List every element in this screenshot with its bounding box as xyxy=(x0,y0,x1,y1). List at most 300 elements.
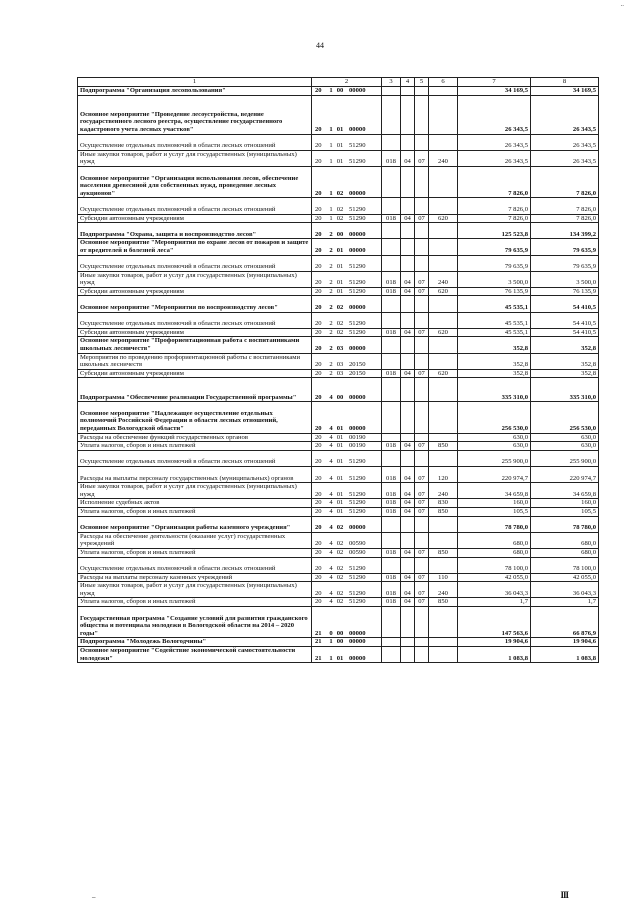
amount-year-1-cell: 78 780,0 xyxy=(458,516,531,532)
code-direction: 00190 xyxy=(349,442,366,450)
amount-year-1-cell: 630,0 xyxy=(458,442,531,451)
budget-code-cell xyxy=(312,598,382,607)
department-cell: 018 xyxy=(382,573,401,582)
expense-type-cell xyxy=(429,239,458,255)
department-cell: 018 xyxy=(382,598,401,607)
table-row xyxy=(78,312,599,328)
code-direction: 51290 xyxy=(349,205,366,213)
code-event: 02 xyxy=(336,524,344,532)
code-subprogram: 1 xyxy=(329,638,333,646)
budget-code-cell xyxy=(312,532,382,548)
code-subprogram: 4 xyxy=(329,393,333,401)
code-subprogram: 4 xyxy=(329,524,333,532)
subsection-cell: 07 xyxy=(415,573,429,582)
expense-type-cell: 240 xyxy=(429,483,458,499)
code-program: 20 xyxy=(315,304,322,312)
subsection-cell xyxy=(415,166,429,197)
code-subprogram: 1 xyxy=(329,205,333,213)
section-cell: 04 xyxy=(401,271,415,287)
section-cell xyxy=(401,166,415,197)
amount-year-2-cell: 36 043,3 xyxy=(531,582,599,598)
code-direction: 00000 xyxy=(349,246,366,254)
table-body xyxy=(78,87,599,663)
amount-year-1-cell: 26 343,5 xyxy=(458,134,531,150)
code-direction: 00000 xyxy=(349,425,366,433)
amount-year-1-cell: 352,8 xyxy=(458,353,531,369)
department-cell: 018 xyxy=(382,271,401,287)
department-cell xyxy=(382,378,401,402)
amount-year-1-cell: 1 083,8 xyxy=(458,647,531,663)
subsection-cell xyxy=(415,312,429,328)
code-direction: 00000 xyxy=(349,638,366,646)
column-header: 8 xyxy=(531,78,599,87)
subsection-cell xyxy=(415,557,429,573)
subsection-cell xyxy=(415,239,429,255)
budget-code-cell xyxy=(312,582,382,598)
department-cell xyxy=(382,134,401,150)
code-event: 00 xyxy=(336,230,344,238)
row-name-cell: Субсидии автономным учреждениям xyxy=(78,328,312,337)
section-cell xyxy=(401,378,415,402)
section-cell: 04 xyxy=(401,442,415,451)
subsection-cell xyxy=(415,433,429,442)
code-event: 02 xyxy=(336,205,344,213)
code-program: 21 xyxy=(315,629,322,637)
code-subprogram: 2 xyxy=(329,361,333,369)
code-subprogram: 1 xyxy=(329,214,333,222)
amount-year-2-cell: 352,8 xyxy=(531,337,599,353)
section-cell xyxy=(401,638,415,647)
amount-year-1-cell: 45 535,1 xyxy=(458,328,531,337)
table-row xyxy=(78,507,599,516)
code-program: 20 xyxy=(315,230,322,238)
code-program: 20 xyxy=(315,328,322,336)
column-header: 5 xyxy=(415,78,429,87)
section-cell xyxy=(401,532,415,548)
section-cell xyxy=(401,402,415,433)
expense-type-cell xyxy=(429,255,458,271)
amount-year-2-cell: 255 900,0 xyxy=(531,450,599,466)
expense-type-cell xyxy=(429,557,458,573)
code-program: 20 xyxy=(315,490,322,498)
row-name-cell: Иные закупки товаров, работ и услуг для государственных (муниципальных) нужд xyxy=(78,150,312,166)
budget-code-cell xyxy=(312,516,382,532)
code-event: 03 xyxy=(336,345,344,353)
code-direction: 51290 xyxy=(349,458,366,466)
section-cell xyxy=(401,95,415,134)
subsection-cell xyxy=(415,296,429,312)
table-row xyxy=(78,150,599,166)
section-cell: 04 xyxy=(401,582,415,598)
code-subprogram: 4 xyxy=(329,548,333,556)
amount-year-2-cell: 26 343,5 xyxy=(531,134,599,150)
code-program: 20 xyxy=(315,425,322,433)
amount-year-1-cell: 335 310,0 xyxy=(458,378,531,402)
amount-year-2-cell: 79 635,9 xyxy=(531,239,599,255)
amount-year-2-cell: 352,8 xyxy=(531,353,599,369)
department-cell xyxy=(382,638,401,647)
code-event: 03 xyxy=(336,369,344,377)
code-direction: 51290 xyxy=(349,142,366,150)
department-cell xyxy=(382,516,401,532)
row-name-cell: Подпрограмма "Организация лесопользования" xyxy=(78,87,312,96)
column-header: 2 xyxy=(312,78,382,87)
department-cell xyxy=(382,296,401,312)
table-row xyxy=(78,287,599,296)
table-row xyxy=(78,296,599,312)
amount-year-1-cell: 42 055,0 xyxy=(458,573,531,582)
code-subprogram: 4 xyxy=(329,507,333,515)
department-cell: 018 xyxy=(382,507,401,516)
amount-year-2-cell: 66 876,9 xyxy=(531,607,599,638)
section-cell xyxy=(401,433,415,442)
subsection-cell xyxy=(415,607,429,638)
code-subprogram: 1 xyxy=(329,654,333,662)
budget-code-cell xyxy=(312,548,382,557)
table-row xyxy=(78,198,599,214)
expense-type-cell xyxy=(429,607,458,638)
subsection-cell xyxy=(415,337,429,353)
amount-year-2-cell: 220 974,7 xyxy=(531,466,599,482)
code-event: 02 xyxy=(336,328,344,336)
code-direction: 51290 xyxy=(349,565,366,573)
code-program: 20 xyxy=(315,205,322,213)
code-event: 02 xyxy=(336,214,344,222)
code-subprogram: 2 xyxy=(329,287,333,295)
code-subprogram: 2 xyxy=(329,369,333,377)
expense-type-cell: 240 xyxy=(429,582,458,598)
amount-year-2-cell: 54 410,5 xyxy=(531,312,599,328)
code-program: 21 xyxy=(315,638,322,646)
code-event: 00 xyxy=(336,629,344,637)
department-cell xyxy=(382,87,401,96)
row-name-cell: Исполнение судебных актов xyxy=(78,499,312,508)
subsection-cell: 07 xyxy=(415,287,429,296)
code-direction: 51290 xyxy=(349,328,366,336)
row-name-cell: Основное мероприятие "Организация работы казенного учреждения" xyxy=(78,516,312,532)
table-row xyxy=(78,548,599,557)
table-row xyxy=(78,166,599,197)
code-program: 20 xyxy=(315,189,322,197)
amount-year-2-cell: 1,7 xyxy=(531,598,599,607)
code-event: 01 xyxy=(336,263,344,271)
subsection-cell xyxy=(415,95,429,134)
code-program: 20 xyxy=(315,507,322,515)
amount-year-1-cell: 220 974,7 xyxy=(458,466,531,482)
code-program: 20 xyxy=(315,433,322,441)
amount-year-1-cell: 34 659,8 xyxy=(458,483,531,499)
subsection-cell xyxy=(415,516,429,532)
expense-type-cell xyxy=(429,647,458,663)
amount-year-2-cell: 79 635,9 xyxy=(531,255,599,271)
subsection-cell: 07 xyxy=(415,466,429,482)
department-cell xyxy=(382,337,401,353)
row-name-cell: Осуществление отдельных полномочий в области лесных отношений xyxy=(78,255,312,271)
amount-year-1-cell: 7 826,0 xyxy=(458,198,531,214)
column-header: 3 xyxy=(382,78,401,87)
code-subprogram: 2 xyxy=(329,279,333,287)
code-direction: 00000 xyxy=(349,87,366,94)
code-subprogram: 4 xyxy=(329,598,333,606)
code-direction: 51290 xyxy=(349,490,366,498)
section-cell: 04 xyxy=(401,369,415,378)
amount-year-1-cell: 7 826,0 xyxy=(458,166,531,197)
code-subprogram: 4 xyxy=(329,474,333,482)
budget-code-cell xyxy=(312,466,382,482)
section-cell: 04 xyxy=(401,150,415,166)
code-program: 20 xyxy=(315,287,322,295)
budget-code-cell xyxy=(312,95,382,134)
table-row xyxy=(78,369,599,378)
department-cell: 018 xyxy=(382,548,401,557)
code-direction: 00000 xyxy=(349,345,366,353)
expense-type-cell xyxy=(429,450,458,466)
code-event: 01 xyxy=(336,654,344,662)
row-name-cell: Уплата налогов, сборов и иных платежей xyxy=(78,442,312,451)
code-subprogram: 4 xyxy=(329,442,333,450)
budget-code-cell xyxy=(312,296,382,312)
code-direction: 51290 xyxy=(349,589,366,597)
table-row xyxy=(78,402,599,433)
expense-type-cell: 620 xyxy=(429,328,458,337)
code-event: 01 xyxy=(336,158,344,166)
code-subprogram: 2 xyxy=(329,320,333,328)
expense-type-cell xyxy=(429,353,458,369)
column-header: 6 xyxy=(429,78,458,87)
code-subprogram: 4 xyxy=(329,540,333,548)
code-program: 20 xyxy=(315,263,322,271)
budget-code-cell xyxy=(312,87,382,96)
department-cell: 018 xyxy=(382,582,401,598)
amount-year-1-cell: 76 135,9 xyxy=(458,287,531,296)
budget-code-cell xyxy=(312,499,382,508)
amount-year-2-cell: 160,0 xyxy=(531,499,599,508)
row-name-cell: Уплата налогов, сборов и иных платежей xyxy=(78,548,312,557)
amount-year-1-cell: 680,0 xyxy=(458,532,531,548)
code-program: 20 xyxy=(315,524,322,532)
row-name-cell: Расходы на выплаты персоналу государственных (муниципальных) органов xyxy=(78,466,312,482)
department-cell xyxy=(382,95,401,134)
amount-year-1-cell: 7 826,0 xyxy=(458,214,531,223)
code-subprogram: 1 xyxy=(329,158,333,166)
code-direction: 00000 xyxy=(349,524,366,532)
row-name-cell: Основное мероприятие "Организация использования лесов, обеспечение населения древесиной для собственных нужд, проведение лесных аукционов" xyxy=(78,166,312,197)
code-subprogram: 4 xyxy=(329,499,333,507)
amount-year-1-cell: 352,8 xyxy=(458,337,531,353)
row-name-cell: Субсидии автономным учреждениям xyxy=(78,369,312,378)
expense-type-cell xyxy=(429,433,458,442)
code-program: 20 xyxy=(315,565,322,573)
expense-type-cell: 620 xyxy=(429,369,458,378)
amount-year-1-cell: 255 900,0 xyxy=(458,450,531,466)
amount-year-2-cell: 54 410,5 xyxy=(531,296,599,312)
amount-year-2-cell: 352,8 xyxy=(531,369,599,378)
code-subprogram: 1 xyxy=(329,142,333,150)
expense-type-cell xyxy=(429,638,458,647)
code-program: 20 xyxy=(315,320,322,328)
department-cell: 018 xyxy=(382,150,401,166)
code-direction: 00000 xyxy=(349,393,366,401)
code-event: 00 xyxy=(336,393,344,401)
department-cell: 018 xyxy=(382,328,401,337)
code-event: 02 xyxy=(336,573,344,581)
column-header: 1 xyxy=(78,78,312,87)
code-subprogram: 0 xyxy=(329,629,333,637)
row-name-cell: Расходы на обеспечение функций государственных органов xyxy=(78,433,312,442)
expense-type-cell: 850 xyxy=(429,598,458,607)
code-program: 20 xyxy=(315,598,322,606)
expense-type-cell: 240 xyxy=(429,150,458,166)
budget-code-cell xyxy=(312,483,382,499)
code-program: 20 xyxy=(315,458,322,466)
row-name-cell: Подпрограмма "Обеспечение реализации Государственной программы" xyxy=(78,378,312,402)
department-cell xyxy=(382,532,401,548)
department-cell xyxy=(382,166,401,197)
budget-code-cell xyxy=(312,442,382,451)
row-name-cell: Уплата налогов, сборов и иных платежей xyxy=(78,598,312,607)
code-program: 20 xyxy=(315,246,322,254)
amount-year-2-cell: 76 135,9 xyxy=(531,287,599,296)
section-cell xyxy=(401,450,415,466)
budget-code-cell xyxy=(312,150,382,166)
amount-year-1-cell: 256 530,0 xyxy=(458,402,531,433)
expense-type-cell: 620 xyxy=(429,287,458,296)
row-name-cell: Основное мероприятие "Мероприятия по воспроизводству лесов" xyxy=(78,296,312,312)
code-program: 20 xyxy=(315,573,322,581)
section-cell: 04 xyxy=(401,507,415,516)
department-cell: 018 xyxy=(382,483,401,499)
section-cell xyxy=(401,255,415,271)
code-program: 20 xyxy=(315,361,322,369)
subsection-cell: 07 xyxy=(415,442,429,451)
amount-year-2-cell: 78 100,0 xyxy=(531,557,599,573)
subsection-cell: 07 xyxy=(415,271,429,287)
section-cell: 04 xyxy=(401,287,415,296)
code-program: 20 xyxy=(315,369,322,377)
row-name-cell: Субсидии автономным учреждениям xyxy=(78,287,312,296)
code-direction: 00000 xyxy=(349,126,366,133)
code-direction: 00000 xyxy=(349,654,366,662)
table-row xyxy=(78,466,599,482)
code-event: 00 xyxy=(336,638,344,646)
code-subprogram: 2 xyxy=(329,328,333,336)
row-name-cell: Подпрограмма "Молодежь Вологодчины" xyxy=(78,638,312,647)
code-event: 01 xyxy=(336,425,344,433)
code-direction: 51290 xyxy=(349,320,366,328)
department-cell: 018 xyxy=(382,214,401,223)
amount-year-1-cell: 105,5 xyxy=(458,507,531,516)
budget-code-cell xyxy=(312,433,382,442)
row-name-cell: Субсидии автономным учреждениям xyxy=(78,214,312,223)
amount-year-2-cell: 19 904,6 xyxy=(531,638,599,647)
table-row xyxy=(78,433,599,442)
budget-table xyxy=(77,77,599,663)
amount-year-1-cell: 160,0 xyxy=(458,499,531,508)
expense-type-cell xyxy=(429,198,458,214)
code-direction: 51290 xyxy=(349,263,366,271)
code-program: 20 xyxy=(315,142,322,150)
code-direction: 51290 xyxy=(349,499,366,507)
code-subprogram: 2 xyxy=(329,263,333,271)
row-name-cell: Основное мероприятие "Содействие экономической самостоятельности молодежи" xyxy=(78,647,312,663)
bottom-left-mark: – xyxy=(92,893,96,901)
code-event: 01 xyxy=(336,279,344,287)
table-row xyxy=(78,442,599,451)
table-row xyxy=(78,134,599,150)
table-row xyxy=(78,337,599,353)
row-name-cell: Расходы на обеспечение деятельности (оказание услуг) государственных учреждений xyxy=(78,532,312,548)
budget-code-cell xyxy=(312,312,382,328)
budget-code-cell xyxy=(312,214,382,223)
subsection-cell: 07 xyxy=(415,150,429,166)
budget-code-cell xyxy=(312,607,382,638)
department-cell xyxy=(382,255,401,271)
amount-year-2-cell: 630,0 xyxy=(531,442,599,451)
department-cell xyxy=(382,647,401,663)
code-event: 01 xyxy=(336,490,344,498)
row-name-cell: Осуществление отдельных полномочий в области лесных отношений xyxy=(78,312,312,328)
budget-code-cell xyxy=(312,255,382,271)
department-cell xyxy=(382,312,401,328)
subsection-cell xyxy=(415,638,429,647)
table-row xyxy=(78,516,599,532)
amount-year-2-cell: 7 826,0 xyxy=(531,214,599,223)
code-subprogram: 2 xyxy=(329,345,333,353)
expense-type-cell: 240 xyxy=(429,271,458,287)
table-row xyxy=(78,95,599,134)
amount-year-2-cell: 42 055,0 xyxy=(531,573,599,582)
table-row xyxy=(78,582,599,598)
amount-year-2-cell: 54 410,5 xyxy=(531,328,599,337)
table-row xyxy=(78,499,599,508)
department-cell xyxy=(382,607,401,638)
section-cell xyxy=(401,337,415,353)
expense-type-cell xyxy=(429,95,458,134)
code-event: 02 xyxy=(336,320,344,328)
department-cell xyxy=(382,198,401,214)
page-number: 44 xyxy=(316,41,324,50)
subsection-cell: 07 xyxy=(415,548,429,557)
code-subprogram: 1 xyxy=(329,87,333,94)
subsection-cell xyxy=(415,87,429,96)
table-header-row xyxy=(78,78,599,87)
table-row xyxy=(78,647,599,663)
code-program: 20 xyxy=(315,393,322,401)
code-direction: 51290 xyxy=(349,507,366,515)
amount-year-1-cell: 79 635,9 xyxy=(458,239,531,255)
expense-type-cell: 110 xyxy=(429,573,458,582)
code-subprogram: 4 xyxy=(329,490,333,498)
subsection-cell: 07 xyxy=(415,369,429,378)
amount-year-1-cell: 79 635,9 xyxy=(458,255,531,271)
table-row xyxy=(78,532,599,548)
amount-year-1-cell: 45 535,1 xyxy=(458,312,531,328)
code-subprogram: 4 xyxy=(329,433,333,441)
subsection-cell: 07 xyxy=(415,483,429,499)
expense-type-cell: 620 xyxy=(429,214,458,223)
department-cell: 018 xyxy=(382,499,401,508)
amount-year-2-cell: 1 083,8 xyxy=(531,647,599,663)
department-cell xyxy=(382,450,401,466)
department-cell xyxy=(382,239,401,255)
budget-code-cell xyxy=(312,638,382,647)
code-event: 01 xyxy=(336,458,344,466)
department-cell xyxy=(382,223,401,239)
column-header: 7 xyxy=(458,78,531,87)
budget-code-cell xyxy=(312,337,382,353)
code-event: 02 xyxy=(336,548,344,556)
amount-year-2-cell: 335 310,0 xyxy=(531,378,599,402)
